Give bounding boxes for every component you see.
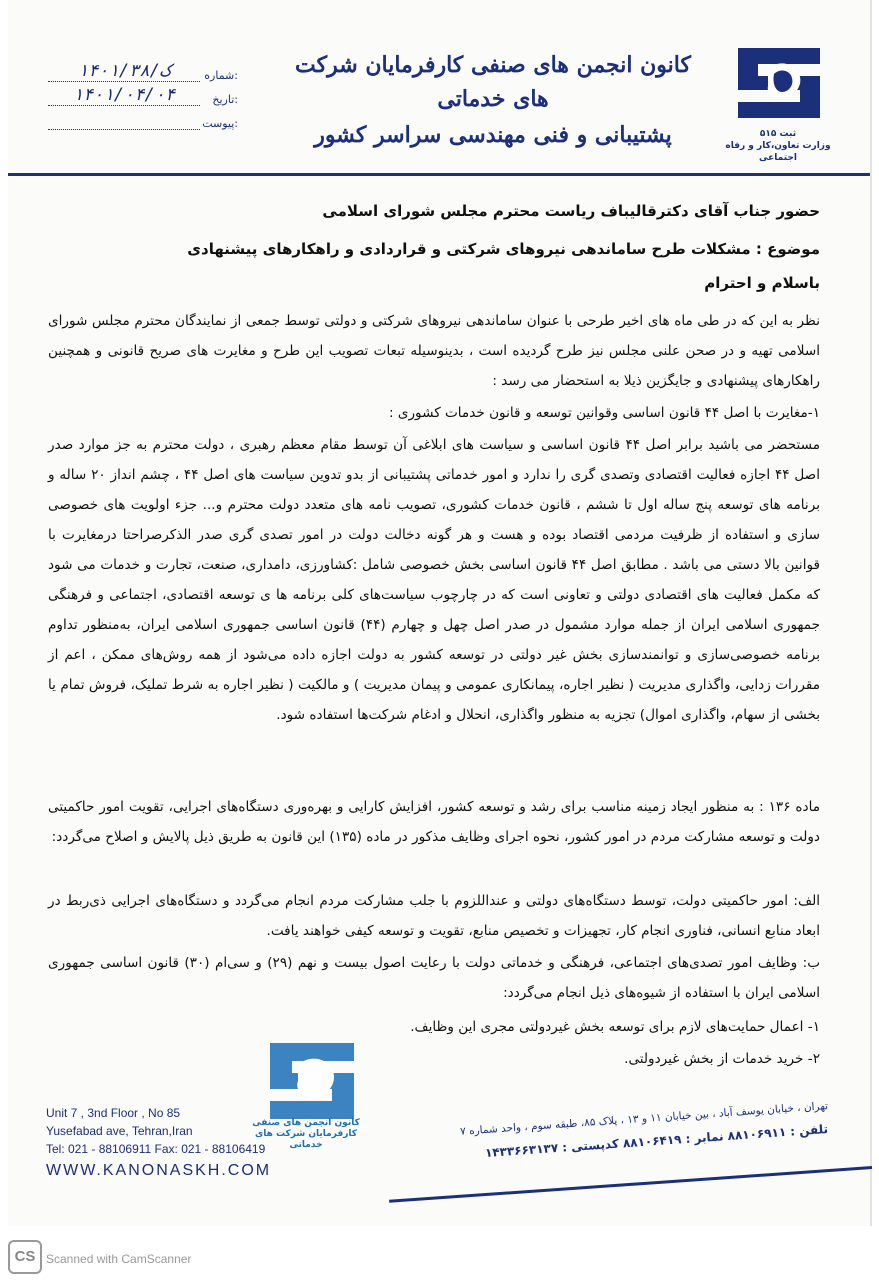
date-label: تاریخ: bbox=[212, 93, 238, 106]
camscanner-label: Scanned with CamScanner bbox=[46, 1252, 192, 1266]
footer-address-line1: Unit 7 , 3nd Floor , No 85 bbox=[46, 1106, 181, 1120]
footer-persian-address bbox=[428, 1100, 829, 1160]
header-divider bbox=[8, 173, 870, 176]
attachment-value bbox=[48, 129, 200, 130]
number-label: شماره: bbox=[204, 69, 238, 82]
list-item-2: ۲- خرید خدمات از بخش غیردولتی. bbox=[624, 1051, 820, 1067]
registration-number: ثبت ۵۱۵ bbox=[759, 129, 797, 139]
organization-name bbox=[293, 48, 693, 154]
footer-address-line2: Yusefabad ave, Tehran,Iran bbox=[46, 1124, 193, 1138]
date-value: ۱۴۰۱/۰۴/۰۴ bbox=[48, 85, 200, 106]
addressee: حضور جناب آقای دکترقالیباف ریاست محترم مجلس شورای اسلامی bbox=[322, 202, 820, 220]
paragraph-clause-alef: الف: امور حاکمیتی دولت، توسط دستگاه‌های دولتی و عنداللزوم با جلب مشارکت مردم انجام می‌گردد و دستگاه‌های اجرایی ذی‌ربط در ابعاد منابع انسانی، فناوری انجام کار، تجهیزات و تخصیص منابع، تقویت و توسعه کیفی خواهند یافت. bbox=[48, 893, 820, 939]
seal-caption: کانون انجمن های صنفی کارفرمایان شرکت های خدماتی bbox=[252, 1118, 360, 1150]
paragraph-article-136: ماده ۱۳۶ : به منظور ایجاد زمینه مناسب برای رشد و توسعه کشور، افزایش کارایی و بهره‌وری دستگاه‌های اجرایی، تقویت امور حاکمیتی دولت و توسعه مشارکت مردم در امور کشور، نحوه اجرای وظایف مذکور در ماده (۱۳۵) این قانون به طریق ذیل پالایش و اصلاح می‌گردد: bbox=[48, 799, 820, 845]
paragraph-article-44: مستحضر می باشید برابر اصل ۴۴ قانون اساسی و سیاست های ابلاغی آن توسط مقام معظم رهبری ، دولت محترم به جز موارد صدر اصل ۴۴ اجازه فعالیت اقتصادی وتصدی گری را ندارد و امور خدماتی پشتیبانی از بدو تدوین سیاست های اصل ۴۴ ، چشم انداز ۲۰ ساله و برنامه های توسعه پنج ساله اول تا ششم ، قانون خدمات کشوری، تصویب نامه های متعدد دولت محترم و... جزء اولویت های خصوصی سازی و استفاده از ظرفیت مردمی اقتصاد بوده و هست و هر گونه دخالت دولت در امور تصدی گری صدر الذکرصراحتا درمغایرت با قوانین بالا دستی می باشد . مطابق اصل ۴۴ قانون اساسی بخش خصوصی شامل :کشاورزی، دامداری، صنعت، تجارت و خدمات می شود که مکمل فعالیت های اقتصادی دولتی و تعاونی است که در چارچوب سیاست‌های کلی برنامه ها ی توسعه اقتصادی، اجتماعی و فرهنگی جمهوری اسلامی ایران از جمله موارد مشمول در صدر اصل چهل و چهارم (۴۴) قانون اساسی جمهوری اسلامی ایران، به‌منظور تداوم برنامه خصوصی‌سازی و توانمندسازی بخش غیر دولتی در توسعه کشور به دولت اجازه داده می‌شود از همه روش‌های ممکن ، اعم از مقررات زدایی، واگذاری مدیریت ( نظیر اجاره، پیمانکاری عمومی و پیمان مدیریت ) و مالکیت ( نظیر اجاره به شرط تملیک، فروش تمام یا بخشی از سهام، واگذاری اموال) تجزیه به منظور واگذاری، انحلال و ادغام شرکت‌ها استفاده شود. bbox=[48, 437, 820, 723]
footer-website: WWW.KANONASKH.COM bbox=[46, 1162, 272, 1179]
meta-attachment-row bbox=[48, 106, 238, 130]
ministry-name: وزارت تعاون،کار و رفاه اجتماعی bbox=[725, 141, 831, 163]
footer-english-address bbox=[46, 1104, 271, 1180]
organization-name-line2: پشتیبانی و فنی مهندسی سراسر کشور bbox=[314, 122, 672, 148]
number-value: ۱۴۰۱/ک/۳۸ bbox=[48, 61, 200, 82]
attachment-label: پیوست: bbox=[202, 117, 238, 130]
meta-date-row bbox=[48, 82, 238, 106]
organization-name-line1: کانون انجمن های صنفی کارفرمایان شرکت های خدماتی bbox=[295, 52, 691, 112]
section-heading-1: ۱-مغایرت با اصل ۴۴ قانون اساسی وقوانین توسعه و قانون خدمات کشوری : bbox=[388, 405, 820, 421]
letter-sheet bbox=[8, 0, 870, 1226]
camscanner-logo-icon: CS bbox=[8, 1240, 42, 1274]
meta-number-row bbox=[48, 58, 238, 82]
organization-logo bbox=[728, 42, 828, 124]
subject: موضوع : مشکلات طرح ساماندهی نیروهای شرکتی و قراردادی و راهکارهای پیشنهادی bbox=[187, 240, 820, 258]
footer-fa-phones: تلفن : ۸۸۱۰۶۹۱۱ نمابر : ۸۸۱۰۶۴۱۹ کدپستی : ۱۴۳۳۶۶۳۱۳۷ bbox=[484, 1122, 829, 1160]
greeting: باسلام و احترام bbox=[704, 274, 820, 292]
footer-fa-address: تهران ، خیابان یوسف آباد ، بین خیابان ۱۱ و ۱۳ ، پلاک ۸۵، طبقه سوم ، واحد شماره ۷ bbox=[459, 1100, 829, 1138]
list-item-1: ۱- اعمال حمایت‌های لازم برای توسعه بخش غیردولتی مجری این وظایف. bbox=[410, 1019, 820, 1035]
footer-phone-fax: Tel: 021 - 88106911 Fax: 021 - 88106419 bbox=[46, 1142, 266, 1156]
footer-divider bbox=[389, 1166, 872, 1203]
logo-caption bbox=[708, 128, 848, 164]
paragraph-intro: نظر به این که در طی ماه های اخیر طرحی با عنوان ساماندهی نیروهای شرکتی و دولتی توسط جمعی از نمایندگان محترم مجلس شورای اسلامی تهیه و در صحن علنی مجلس نیز طرح گردیده است ، بدینوسیله تبعات تصویب این طرح و مغایرت های صریح قانونی و همچنین راهکارهای پیشنهادی و جایگزین ذیلا به استحضار می رسد : bbox=[48, 313, 820, 389]
letter-meta bbox=[48, 58, 238, 130]
paragraph-clause-be: ب: وظایف امور تصدی‌های اجتماعی، فرهنگی و خدماتی دولت با رعایت اصول بیست و نهم (۲۹) و سی‌ام (۳۰) قانون اساسی جمهوری اسلامی ایران با استفاده از شیوه‌های ذیل انجام می‌گردد: bbox=[48, 955, 820, 1001]
